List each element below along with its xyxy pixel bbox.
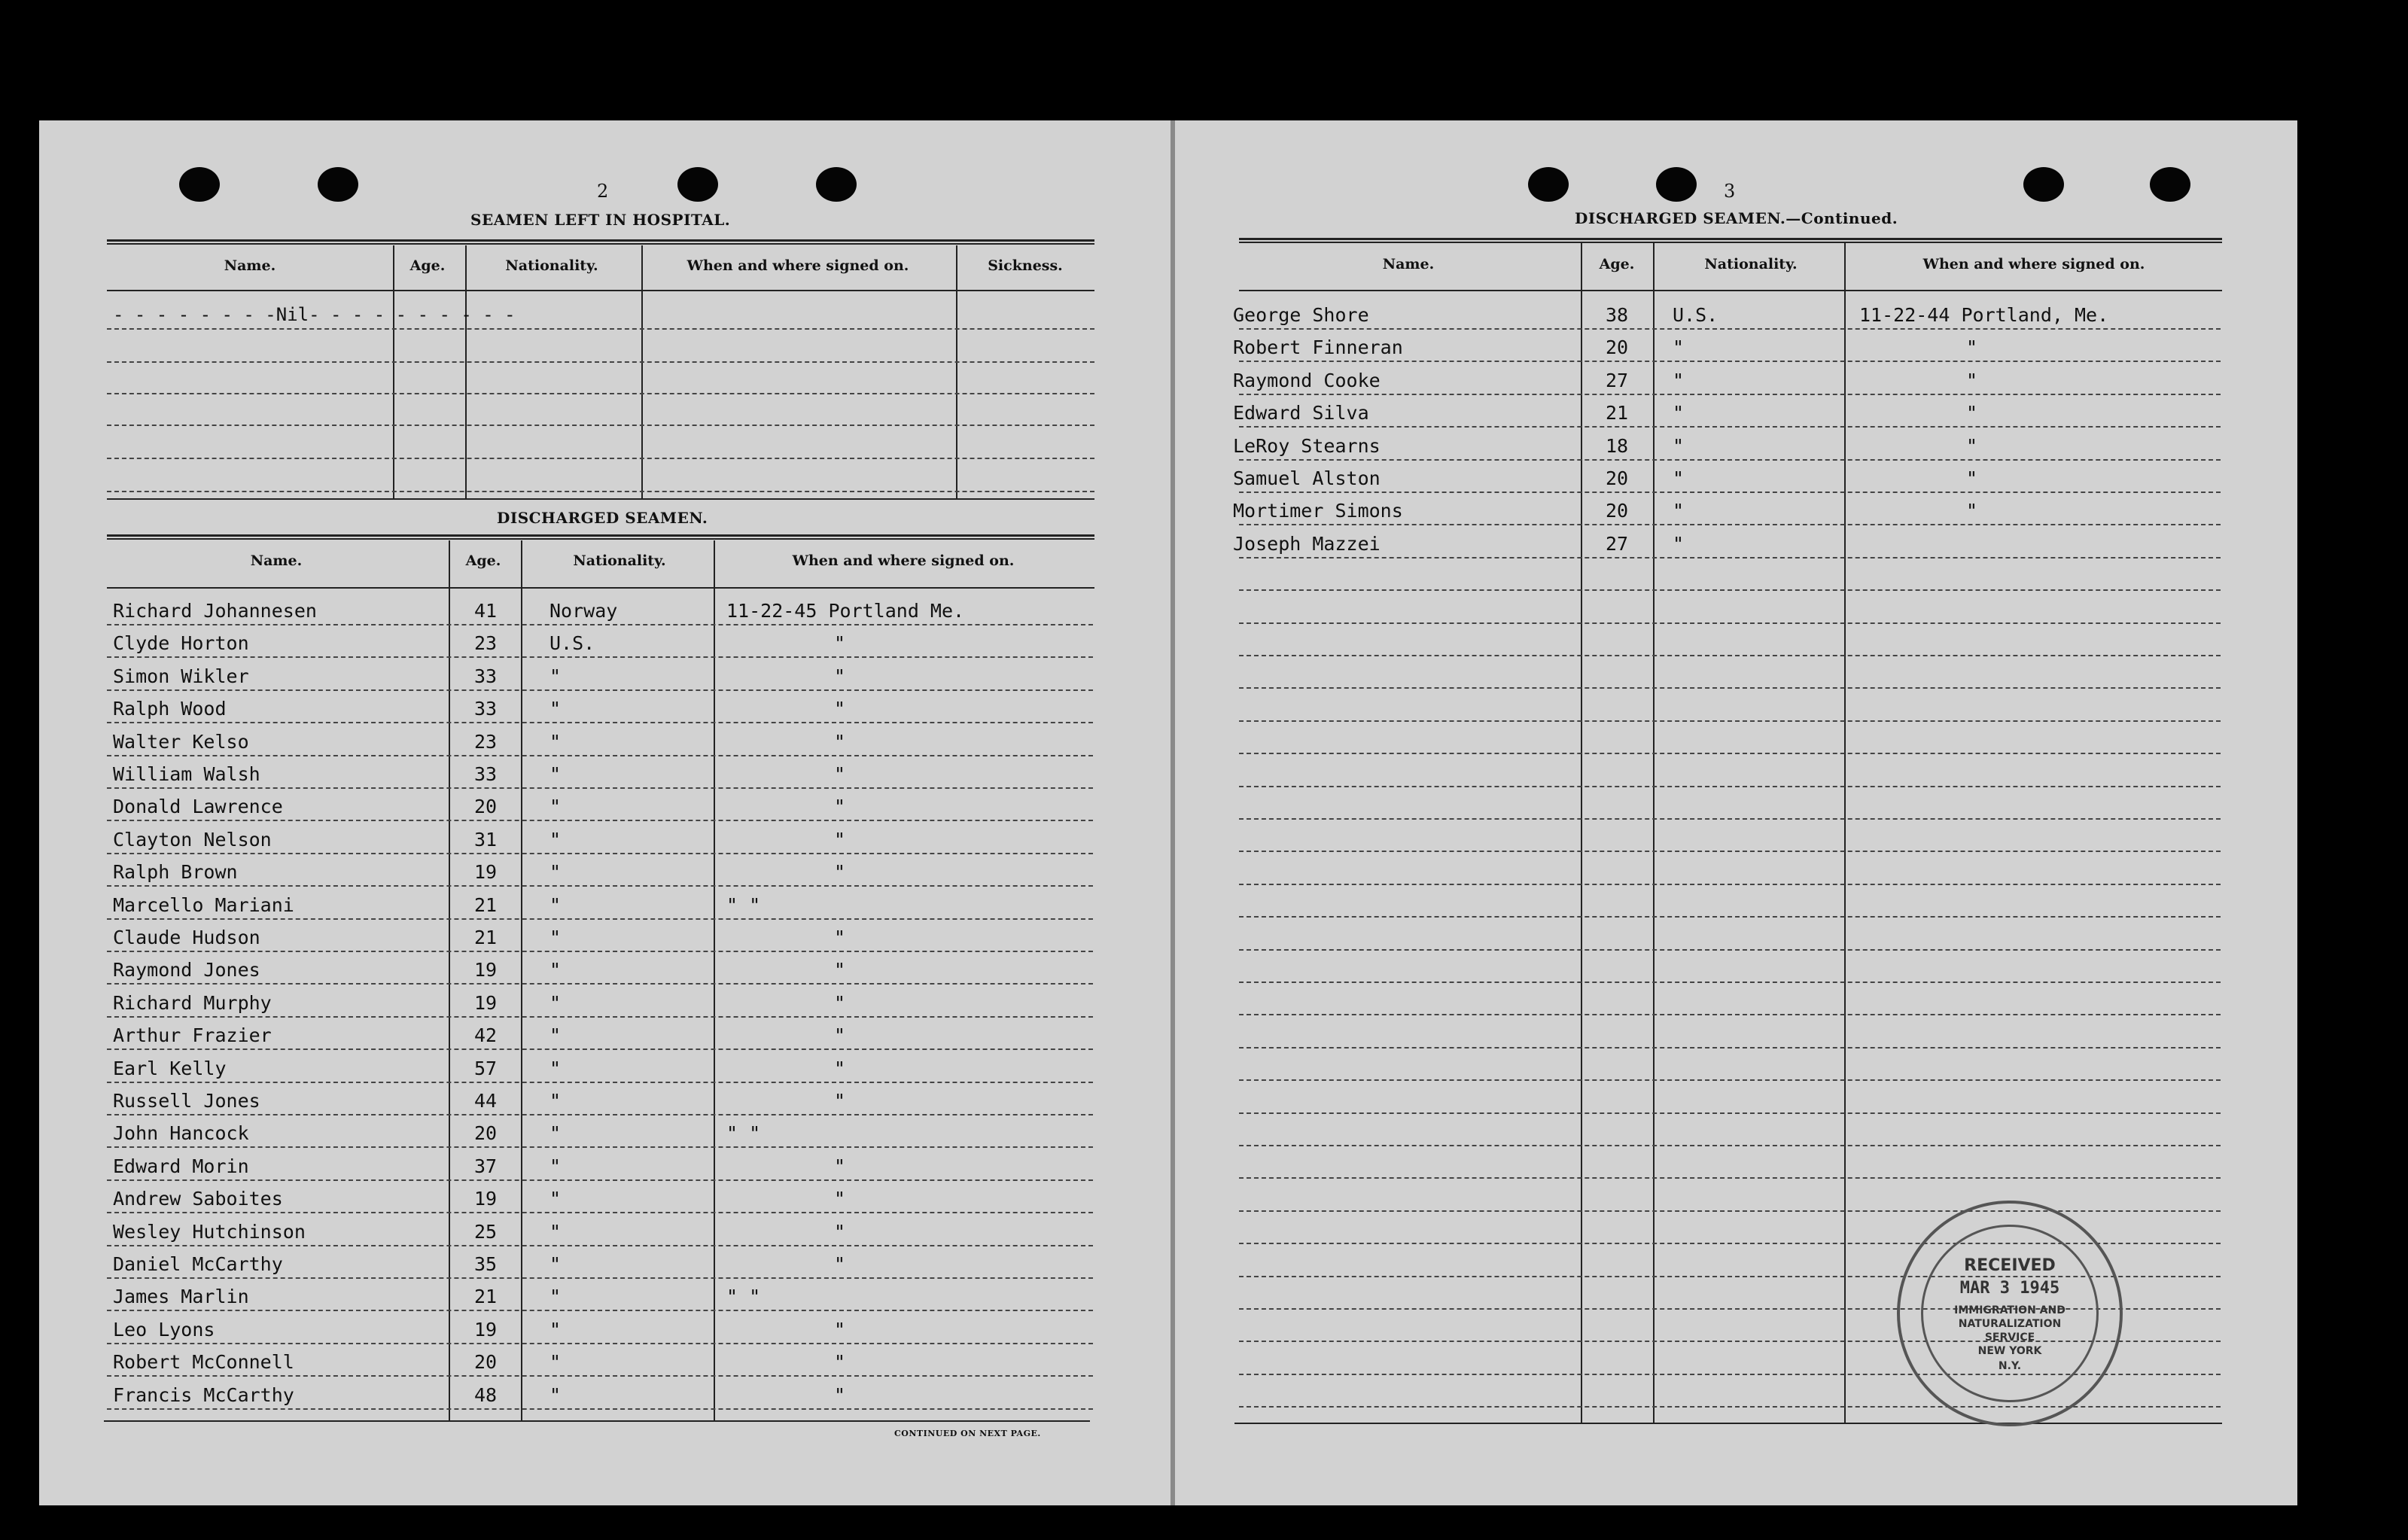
seaman-signed-on: " [834, 698, 846, 720]
seaman-nationality: " [549, 1024, 562, 1046]
continued-note: CONTINUED ON NEXT PAGE. [894, 1429, 1041, 1438]
seaman-nationality: " [549, 1122, 562, 1144]
seaman-nationality: " [549, 1253, 562, 1275]
seaman-nationality: " [549, 1155, 562, 1177]
seaman-signed-on: " [1966, 500, 1978, 522]
seaman-signed-on: " " [726, 1286, 761, 1307]
page-number: 3 [1724, 181, 1736, 202]
header-signed-on: When and where signed on. [792, 552, 1015, 569]
ruled-line [1239, 949, 2221, 951]
seaman-name: Leo Lyons [113, 1319, 215, 1341]
seaman-name: Mortimer Simons [1233, 500, 1403, 522]
seaman-age: 33 [473, 665, 498, 687]
seaman-name: Russell Jones [113, 1090, 260, 1112]
header-name: Name. [1382, 256, 1435, 272]
seaman-name: John Hancock [113, 1122, 249, 1144]
ruled-line [107, 885, 1093, 887]
ruled-line [1239, 426, 2221, 428]
seaman-name: Samuel Alston [1233, 467, 1381, 489]
seaman-name: George Shore [1233, 304, 1369, 326]
column-divider [1581, 242, 1582, 1423]
seaman-nationality: " [549, 894, 562, 916]
seaman-signed-on: " [834, 665, 846, 687]
column-divider [1653, 242, 1655, 1423]
ruled-line [1239, 786, 2221, 787]
column-divider [521, 540, 522, 1421]
ruled-line [1239, 720, 2221, 722]
stamp-line: IMMIGRATION AND [1954, 1304, 2066, 1316]
seaman-age: 27 [1605, 533, 1629, 555]
hospital-section-title: SEAMEN LEFT IN HOSPITAL. [470, 211, 731, 229]
seaman-age: 42 [473, 1024, 498, 1046]
ruled-line [1239, 1177, 2221, 1179]
seaman-nationality: " [1673, 402, 1685, 424]
seaman-signed-on: " [834, 1188, 846, 1210]
ruled-line [107, 918, 1093, 920]
table-rule [107, 534, 1094, 540]
ruled-line [1239, 1014, 2221, 1015]
header-nationality: Nationality. [573, 552, 666, 569]
seaman-nationality: " [1673, 435, 1685, 457]
ruled-line [107, 1375, 1093, 1377]
seaman-nationality: Norway [549, 600, 618, 622]
header-signed-on: When and where signed on. [686, 257, 909, 274]
ruled-line [107, 1179, 1093, 1181]
ruled-line [107, 1277, 1093, 1279]
ruled-line [107, 1146, 1093, 1148]
seaman-signed-on: " [1966, 336, 1978, 358]
seaman-age: 21 [473, 927, 498, 948]
seaman-name: William Walsh [113, 763, 260, 785]
seaman-nationality: U.S. [549, 632, 595, 654]
seaman-nationality: " [549, 731, 562, 753]
ruled-line [1239, 328, 2221, 330]
seaman-name: Francis McCarthy [113, 1384, 294, 1406]
ruled-line [1239, 492, 2221, 493]
seaman-nationality: " [549, 1188, 562, 1210]
seaman-nationality: " [549, 927, 562, 948]
punch-hole [677, 167, 718, 202]
seaman-name: Edward Silva [1233, 402, 1369, 424]
seaman-age: 48 [473, 1384, 498, 1406]
seaman-signed-on: " [834, 992, 846, 1014]
seaman-age: 27 [1605, 370, 1629, 391]
ruled-line [1239, 557, 2221, 558]
stamp-line: NATURALIZATION [1958, 1318, 2062, 1330]
received-stamp [1897, 1201, 2123, 1426]
seaman-age: 20 [473, 1351, 498, 1373]
seaman-name: Arthur Frazier [113, 1024, 272, 1046]
punch-hole [318, 167, 358, 202]
punch-hole [179, 167, 220, 202]
punch-hole [816, 167, 857, 202]
ruled-line [107, 425, 1094, 426]
seaman-nationality: " [1673, 533, 1685, 555]
ruled-line [107, 1408, 1093, 1410]
seaman-signed-on: " [834, 1351, 846, 1373]
ruled-line [107, 656, 1093, 658]
seaman-nationality: " [549, 1319, 562, 1341]
seaman-name: Robert Finneran [1233, 336, 1403, 358]
discharged-continued-title: DISCHARGED SEAMEN.—Continued. [1575, 209, 1898, 227]
seaman-nationality: U.S. [1673, 304, 1718, 326]
seaman-age: 25 [473, 1221, 498, 1243]
seaman-signed-on: " [834, 1253, 846, 1275]
table-rule [1239, 290, 2222, 291]
discharged-section-title: DISCHARGED SEAMEN. [497, 509, 708, 527]
seaman-signed-on: " " [726, 1122, 761, 1144]
ruled-line [1239, 1079, 2221, 1081]
seaman-signed-on: 11-22-44 Portland, Me. [1859, 304, 2109, 326]
seaman-name: Walter Kelso [113, 731, 249, 753]
seaman-nationality: " [549, 1384, 562, 1406]
ruled-line [1239, 1047, 2221, 1048]
stamp-line: NEW YORK [1977, 1345, 2042, 1357]
ruled-line [107, 1082, 1093, 1083]
seaman-nationality: " [1673, 370, 1685, 391]
seaman-signed-on: " [834, 1221, 846, 1243]
column-divider [641, 245, 643, 498]
seaman-age: 31 [473, 829, 498, 851]
seaman-name: Donald Lawrence [113, 796, 283, 817]
punch-hole [2023, 167, 2064, 202]
seaman-name: Clayton Nelson [113, 829, 272, 851]
seaman-age: 20 [1605, 500, 1629, 522]
punch-hole [1656, 167, 1697, 202]
ruled-line [1239, 1145, 2221, 1146]
seaman-nationality: " [549, 1221, 562, 1243]
seaman-name: Daniel McCarthy [113, 1253, 283, 1275]
seaman-signed-on: " [834, 927, 846, 948]
ruled-line [107, 458, 1094, 459]
ruled-line [1239, 884, 2221, 885]
ruled-line [107, 1114, 1093, 1115]
seaman-age: 23 [473, 632, 498, 654]
seaman-nationality: " [549, 861, 562, 883]
page-number: 2 [597, 181, 609, 202]
seaman-signed-on: " [834, 731, 846, 753]
column-divider [449, 540, 450, 1421]
seaman-signed-on: " [834, 1090, 846, 1112]
ruled-line [107, 1016, 1093, 1018]
seaman-age: 19 [473, 992, 498, 1014]
seaman-signed-on: " [834, 796, 846, 817]
page-fold [1171, 120, 1175, 1505]
ruled-line [107, 1245, 1093, 1246]
seaman-age: 20 [1605, 336, 1629, 358]
ruled-line [1239, 459, 2221, 461]
ruled-line [1239, 589, 2221, 591]
seaman-name: Joseph Mazzei [1233, 533, 1381, 555]
seaman-age: 57 [473, 1058, 498, 1079]
ruled-line [107, 1310, 1093, 1311]
seaman-name: Raymond Cooke [1233, 370, 1381, 391]
seaman-signed-on: " [834, 1058, 846, 1079]
seaman-nationality: " [549, 698, 562, 720]
seaman-name: Robert McConnell [113, 1351, 294, 1373]
ruled-line [1239, 916, 2221, 918]
stamp-line: SERVICE [1984, 1332, 2035, 1344]
seaman-name: Ralph Wood [113, 698, 227, 720]
seaman-name: Richard Johannesen [113, 600, 317, 622]
seaman-signed-on: " [834, 763, 846, 785]
punch-hole [2150, 167, 2190, 202]
seaman-age: 37 [473, 1155, 498, 1177]
ruled-line [1239, 1112, 2221, 1114]
seaman-signed-on: 11-22-45 Portland Me. [726, 600, 965, 622]
stamp-line: RECEIVED [1964, 1256, 2056, 1275]
ruled-line [107, 1343, 1093, 1344]
header-name: Name. [224, 257, 276, 274]
ruled-line [107, 1048, 1093, 1050]
seaman-nationality: " [549, 959, 562, 981]
table-rule [107, 239, 1094, 245]
table-rule [1234, 1423, 2222, 1424]
seaman-nationality: " [549, 665, 562, 687]
seaman-signed-on: " [834, 1319, 846, 1341]
seaman-name: Andrew Saboites [113, 1188, 283, 1210]
seaman-nationality: " [1673, 500, 1685, 522]
seaman-signed-on: " [834, 861, 846, 883]
ruled-line [1239, 1210, 2221, 1212]
seaman-name: Edward Morin [113, 1155, 249, 1177]
ruled-line [1239, 982, 2221, 983]
seaman-nationality: " [1673, 336, 1685, 358]
seaman-age: 20 [1605, 467, 1629, 489]
ruled-line [107, 361, 1094, 363]
seaman-name: Richard Murphy [113, 992, 272, 1014]
seaman-name: Wesley Hutchinson [113, 1221, 306, 1243]
seaman-signed-on: " [1966, 370, 1978, 391]
seaman-name: Earl Kelly [113, 1058, 227, 1079]
header-age: Age. [1599, 256, 1635, 272]
seaman-age: 20 [473, 796, 498, 817]
table-rule [107, 498, 1094, 500]
seaman-signed-on: " [1966, 435, 1978, 457]
ruled-line [107, 491, 1094, 492]
seaman-nationality: " [549, 1090, 562, 1112]
seaman-age: 20 [473, 1122, 498, 1144]
seaman-signed-on: " [834, 1024, 846, 1046]
seaman-signed-on: " [834, 959, 846, 981]
header-nationality: Nationality. [505, 257, 598, 274]
seaman-nationality: " [549, 992, 562, 1014]
seaman-age: 23 [473, 731, 498, 753]
seaman-age: 35 [473, 1253, 498, 1275]
hospital-nil-entry: - - - - - - - -Nil- - - - - - - - - - [113, 304, 516, 325]
column-divider [465, 245, 467, 498]
ruled-line [107, 393, 1094, 394]
seaman-name: Simon Wikler [113, 665, 249, 687]
seaman-nationality: " [549, 796, 562, 817]
ruled-line [107, 328, 1094, 330]
ruled-line [1239, 524, 2221, 525]
column-divider [393, 245, 394, 498]
seaman-name: Raymond Jones [113, 959, 260, 981]
ruled-line [1239, 394, 2221, 395]
seaman-age: 21 [473, 894, 498, 916]
ruled-line [107, 951, 1093, 952]
ruled-line [107, 624, 1093, 625]
header-name: Name. [250, 552, 303, 569]
header-age: Age. [465, 552, 501, 569]
seaman-name: Clyde Horton [113, 632, 249, 654]
seaman-nationality: " [549, 829, 562, 851]
ruled-line [107, 722, 1093, 723]
seaman-signed-on: " [1966, 467, 1978, 489]
ruled-line [107, 689, 1093, 691]
seaman-age: 41 [473, 600, 498, 622]
seaman-age: 19 [473, 959, 498, 981]
stamp-line: N.Y. [1998, 1360, 2022, 1372]
seaman-nationality: " [549, 1351, 562, 1373]
seaman-name: James Marlin [113, 1286, 249, 1307]
header-sickness: Sickness. [988, 257, 1063, 274]
ruled-line [1239, 655, 2221, 656]
ruled-line [1239, 753, 2221, 754]
ruled-line [107, 1212, 1093, 1213]
header-signed-on: When and where signed on. [1922, 256, 2145, 272]
ruled-line [1239, 818, 2221, 820]
seaman-age: 33 [473, 763, 498, 785]
seaman-age: 44 [473, 1090, 498, 1112]
table-rule [1239, 238, 2222, 243]
column-divider [714, 540, 715, 1421]
seaman-name: Marcello Mariani [113, 894, 294, 916]
seaman-age: 19 [473, 861, 498, 883]
header-age: Age. [409, 257, 446, 274]
table-rule [107, 290, 1094, 291]
seaman-age: 19 [473, 1188, 498, 1210]
ruled-line [107, 820, 1093, 821]
seaman-age: 18 [1605, 435, 1629, 457]
seaman-signed-on: " [834, 1155, 846, 1177]
column-divider [1844, 242, 1846, 1423]
seaman-age: 21 [473, 1286, 498, 1307]
ruled-line [107, 983, 1093, 985]
seaman-nationality: " [549, 1058, 562, 1079]
seaman-age: 19 [473, 1319, 498, 1341]
seaman-name: Ralph Brown [113, 861, 238, 883]
seaman-name: LeRoy Stearns [1233, 435, 1381, 457]
seaman-nationality: " [1673, 467, 1685, 489]
seaman-age: 33 [473, 698, 498, 720]
table-rule [104, 1420, 1090, 1422]
ruled-line [107, 755, 1093, 756]
seaman-name: Claude Hudson [113, 927, 260, 948]
ruled-line [107, 787, 1093, 789]
seaman-nationality: " [549, 763, 562, 785]
seaman-nationality: " [549, 1286, 562, 1307]
seaman-signed-on: " " [726, 894, 761, 916]
column-divider [956, 245, 957, 498]
seaman-signed-on: " [834, 632, 846, 654]
ruled-line [1239, 622, 2221, 624]
seaman-signed-on: " [834, 829, 846, 851]
seaman-signed-on: " [834, 1384, 846, 1406]
table-rule [107, 587, 1094, 589]
header-nationality: Nationality. [1704, 256, 1798, 272]
seaman-age: 38 [1605, 304, 1629, 326]
seaman-age: 21 [1605, 402, 1629, 424]
ruled-line [1239, 851, 2221, 852]
stamp-line: MAR 3 1945 [1959, 1279, 2060, 1298]
ruled-line [1239, 361, 2221, 362]
ruled-line [1239, 687, 2221, 689]
ruled-line [107, 853, 1093, 854]
punch-hole [1528, 167, 1569, 202]
seaman-signed-on: " [1966, 402, 1978, 424]
